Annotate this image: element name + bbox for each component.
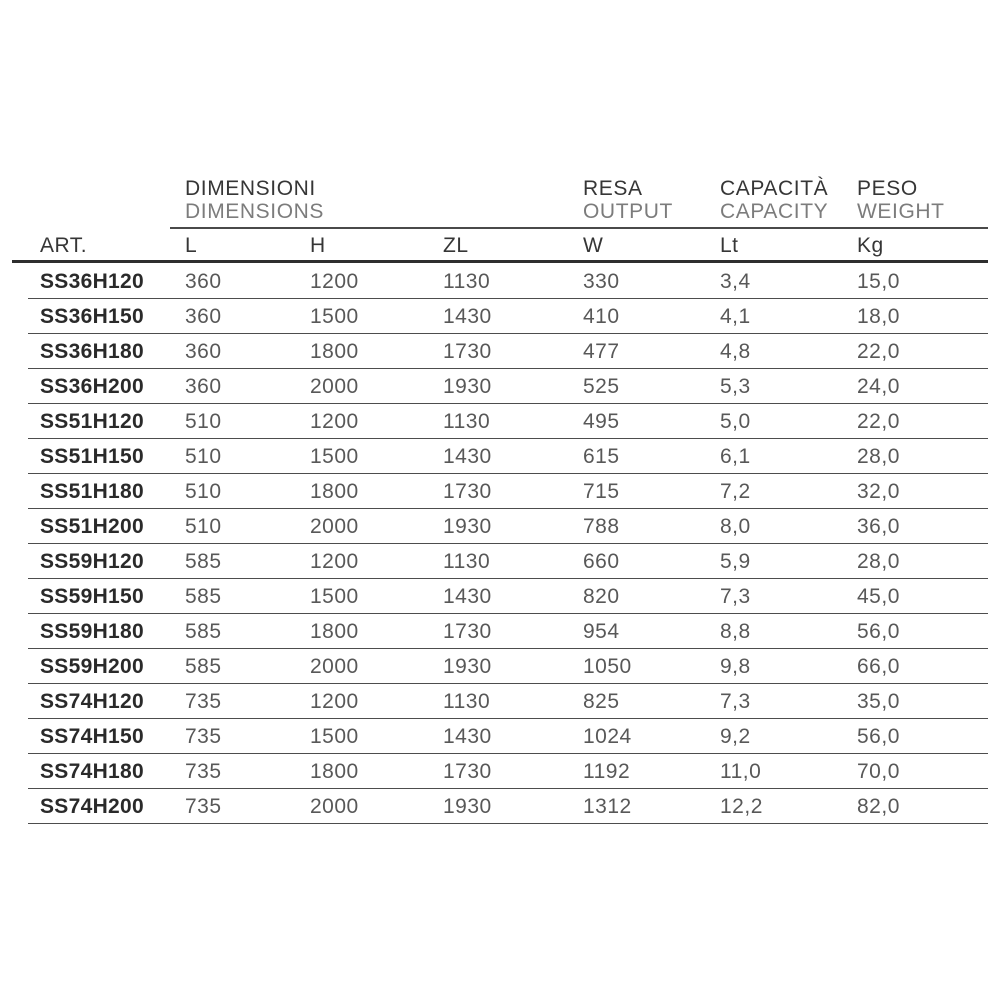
- value-cell: 820: [583, 584, 620, 608]
- group-subtitle-weight: WEIGHT: [857, 200, 945, 223]
- value-cell: 1430: [443, 584, 492, 608]
- art-code: SS59H180: [40, 619, 144, 643]
- value-cell: 4,1: [720, 304, 751, 328]
- value-cell: 825: [583, 689, 620, 713]
- value-cell: 1800: [310, 339, 359, 363]
- value-cell: 2000: [310, 374, 359, 398]
- value-cell: 4,8: [720, 339, 751, 363]
- group-title-dimensioni: DIMENSIONI: [185, 177, 316, 200]
- value-cell: 1024: [583, 724, 632, 748]
- group-subtitle-dimensions: DIMENSIONS: [185, 200, 325, 223]
- value-cell: 7,3: [720, 584, 751, 608]
- table-row: [12, 649, 988, 684]
- value-cell: 525: [583, 374, 620, 398]
- value-cell: 2000: [310, 654, 359, 678]
- value-cell: 360: [185, 304, 222, 328]
- art-code: SS74H180: [40, 759, 144, 783]
- value-cell: 45,0: [857, 584, 900, 608]
- value-cell: 1200: [310, 689, 359, 713]
- value-cell: 1130: [443, 269, 491, 293]
- value-cell: 410: [583, 304, 620, 328]
- value-cell: 3,4: [720, 269, 751, 293]
- table-row: [12, 754, 988, 789]
- value-cell: 585: [185, 584, 222, 608]
- column-header-l: L: [185, 234, 198, 257]
- value-cell: 7,3: [720, 689, 751, 713]
- value-cell: 32,0: [857, 479, 900, 503]
- art-code: SS36H180: [40, 339, 144, 363]
- value-cell: 28,0: [857, 549, 900, 573]
- spec-table: [12, 178, 988, 824]
- group-title-capacita: CAPACITÀ: [720, 177, 829, 200]
- value-cell: 1130: [443, 409, 491, 433]
- value-cell: 2000: [310, 514, 359, 538]
- value-cell: 660: [583, 549, 620, 573]
- value-cell: 56,0: [857, 619, 900, 643]
- group-header-underline: [170, 227, 988, 229]
- value-cell: 1800: [310, 619, 359, 643]
- value-cell: 22,0: [857, 409, 900, 433]
- value-cell: 585: [185, 654, 222, 678]
- value-cell: 15,0: [857, 269, 900, 293]
- value-cell: 1730: [443, 479, 492, 503]
- value-cell: 1200: [310, 409, 359, 433]
- value-cell: 1500: [310, 724, 359, 748]
- table-row: [12, 789, 988, 824]
- value-cell: 735: [185, 794, 222, 818]
- value-cell: 70,0: [857, 759, 900, 783]
- table-row: [12, 369, 988, 404]
- value-cell: 1500: [310, 584, 359, 608]
- value-cell: 11,0: [720, 759, 762, 783]
- value-cell: 954: [583, 619, 620, 643]
- value-cell: 1192: [583, 759, 631, 783]
- art-code: SS59H120: [40, 549, 144, 573]
- art-code: SS74H150: [40, 724, 144, 748]
- column-header-lt: Lt: [720, 234, 739, 257]
- value-cell: 1930: [443, 654, 492, 678]
- value-cell: 5,3: [720, 374, 751, 398]
- value-cell: 735: [185, 759, 222, 783]
- table-row: [12, 544, 988, 579]
- table-row: [12, 614, 988, 649]
- table-row: [12, 299, 988, 334]
- art-code: SS51H120: [40, 409, 144, 433]
- art-code: SS36H200: [40, 374, 144, 398]
- value-cell: 18,0: [857, 304, 900, 328]
- column-header-kg: Kg: [857, 234, 884, 257]
- value-cell: 1130: [443, 689, 491, 713]
- value-cell: 24,0: [857, 374, 900, 398]
- table-row: [12, 404, 988, 439]
- value-cell: 7,2: [720, 479, 751, 503]
- art-code: SS59H200: [40, 654, 144, 678]
- value-cell: 585: [185, 619, 222, 643]
- value-cell: 8,0: [720, 514, 751, 538]
- value-cell: 1730: [443, 619, 492, 643]
- group-title-resa: RESA: [583, 177, 643, 200]
- art-code: SS74H200: [40, 794, 144, 818]
- value-cell: 22,0: [857, 339, 900, 363]
- column-header-w: W: [583, 234, 604, 257]
- value-cell: 9,2: [720, 724, 751, 748]
- group-subtitle-output: OUTPUT: [583, 200, 673, 223]
- value-cell: 1200: [310, 549, 359, 573]
- table-row: [12, 684, 988, 719]
- value-cell: 1800: [310, 479, 359, 503]
- value-cell: 1050: [583, 654, 632, 678]
- table-row: [12, 719, 988, 754]
- value-cell: 510: [185, 479, 222, 503]
- value-cell: 495: [583, 409, 620, 433]
- value-cell: 1130: [443, 549, 491, 573]
- value-cell: 1930: [443, 514, 492, 538]
- value-cell: 735: [185, 724, 222, 748]
- value-cell: 2000: [310, 794, 359, 818]
- value-cell: 715: [583, 479, 620, 503]
- column-header-h: H: [310, 234, 326, 257]
- value-cell: 1730: [443, 339, 492, 363]
- value-cell: 477: [583, 339, 620, 363]
- value-cell: 585: [185, 549, 222, 573]
- value-cell: 28,0: [857, 444, 900, 468]
- header-divider-line: [12, 260, 988, 263]
- value-cell: 1730: [443, 759, 492, 783]
- value-cell: 735: [185, 689, 222, 713]
- table-body: [12, 264, 988, 824]
- art-code: SS51H200: [40, 514, 144, 538]
- value-cell: 510: [185, 514, 222, 538]
- value-cell: 1930: [443, 374, 492, 398]
- table-row: [12, 579, 988, 614]
- value-cell: 360: [185, 374, 222, 398]
- value-cell: 1800: [310, 759, 359, 783]
- value-cell: 1430: [443, 444, 492, 468]
- value-cell: 360: [185, 339, 222, 363]
- value-cell: 56,0: [857, 724, 900, 748]
- art-code: SS36H120: [40, 269, 144, 293]
- value-cell: 1500: [310, 444, 359, 468]
- art-code: SS74H120: [40, 689, 144, 713]
- value-cell: 1430: [443, 724, 492, 748]
- group-subtitle-capacity: CAPACITY: [720, 200, 829, 223]
- value-cell: 1200: [310, 269, 359, 293]
- value-cell: 330: [583, 269, 620, 293]
- value-cell: 5,0: [720, 409, 751, 433]
- art-code: SS59H150: [40, 584, 144, 608]
- value-cell: 1500: [310, 304, 359, 328]
- value-cell: 9,8: [720, 654, 751, 678]
- table-row: [12, 439, 988, 474]
- table-row: [12, 334, 988, 369]
- value-cell: 510: [185, 444, 222, 468]
- art-code: SS36H150: [40, 304, 144, 328]
- table-row: [12, 509, 988, 544]
- column-header-zl: ZL: [443, 234, 469, 257]
- value-cell: 1930: [443, 794, 492, 818]
- value-cell: 1312: [583, 794, 632, 818]
- art-code: SS51H180: [40, 479, 144, 503]
- group-title-peso: PESO: [857, 177, 918, 200]
- value-cell: 510: [185, 409, 222, 433]
- value-cell: 35,0: [857, 689, 900, 713]
- value-cell: 788: [583, 514, 620, 538]
- column-header-art: ART.: [40, 234, 88, 257]
- value-cell: 1430: [443, 304, 492, 328]
- value-cell: 615: [583, 444, 620, 468]
- value-cell: 82,0: [857, 794, 900, 818]
- value-cell: 6,1: [720, 444, 751, 468]
- table-header: [12, 178, 988, 264]
- art-code: SS51H150: [40, 444, 144, 468]
- value-cell: 5,9: [720, 549, 751, 573]
- value-cell: 8,8: [720, 619, 751, 643]
- table-row: [12, 474, 988, 509]
- table-row: [12, 264, 988, 299]
- value-cell: 360: [185, 269, 222, 293]
- value-cell: 66,0: [857, 654, 900, 678]
- value-cell: 36,0: [857, 514, 900, 538]
- value-cell: 12,2: [720, 794, 763, 818]
